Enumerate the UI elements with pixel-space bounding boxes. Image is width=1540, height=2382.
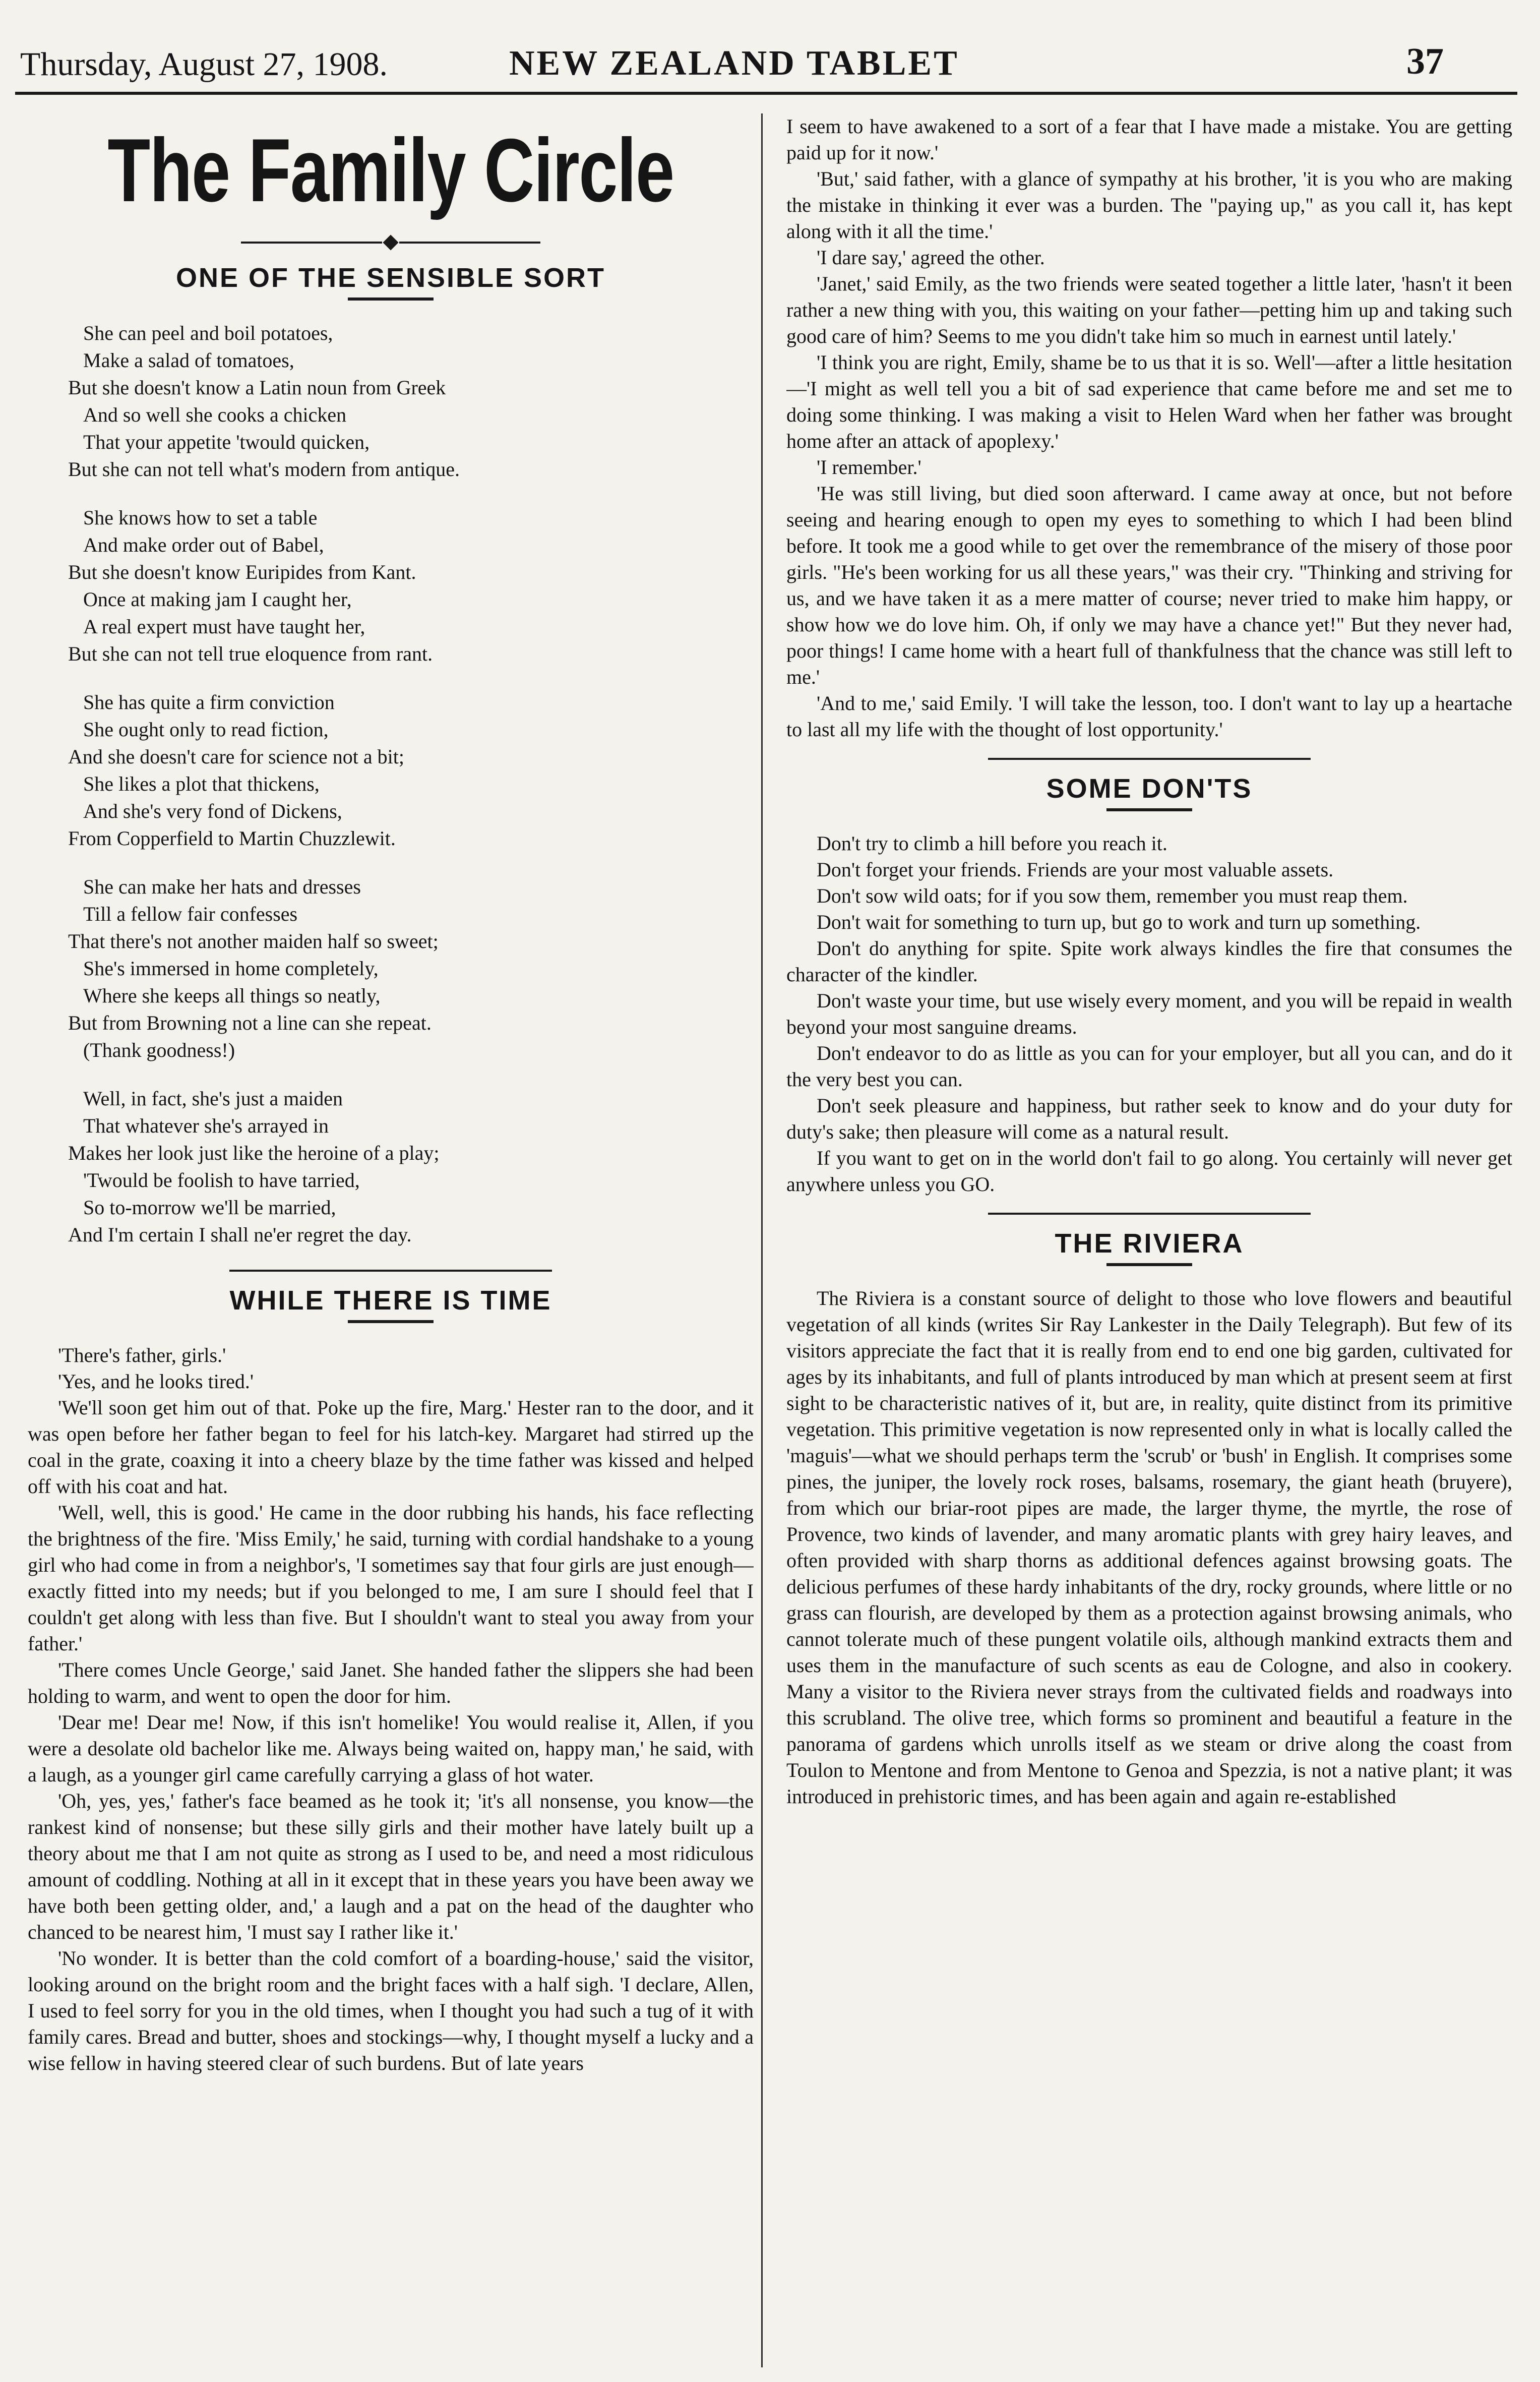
story-paragraph: 'There's father, girls.' [58,1344,226,1366]
story-paragraph: 'I dare say,' agreed the other. [817,246,1045,269]
poem-line: She likes a plot that thickens, [83,772,320,795]
poem-line: But from Browning not a line can she repeat. [68,1011,432,1034]
dont-item: Don't try to climb a hill before you reach it. [817,832,1167,855]
story-continuation [786,113,1512,743]
poem-line: She knows how to set a table [83,506,318,529]
story-paragraph: I seem to have awakened to a sort of a fear that I have made a mistake. You are getting paid up for it now.' [786,115,1512,164]
poem-line: But she doesn't know a Latin noun from Greek [68,376,446,399]
donts-heading: SOME DON'TS [1046,773,1253,804]
poem [68,320,754,1248]
poem-stanza [68,873,754,1064]
poem-line: Once at making jam I caught her, [83,588,352,611]
dont-item: Don't wait for something to turn up, but go to work and turn up something. [817,911,1421,933]
dont-item: Don't waste your time, but use wisely every moment, and you will be repaid in wealth beyond your most sanguine dreams. [786,989,1512,1038]
dont-item: Don't endeavor to do as little as you can for your employer, but all you can, and do it the very best you can. [786,1042,1512,1091]
riviera-heading: THE RIVIERA [1055,1228,1244,1259]
story-paragraph: 'Well, well, this is good.' He came in the door rubbing his hands, his face reflecting the brightness of the fire. 'Miss Emily,' he said, turning with cordial handshake to a young girl who had come in from a neighbor's, 'I sometimes say that four girls are just enough—exactly fitted into my needs; but if you belonged to me, I am sure I should feel that I couldn't get along with less than five. But I shouldn't want to steal you away from your father.' [28,1501,754,1655]
story-heading: WHILE THERE IS TIME [229,1285,552,1316]
story-paragraph: 'He was still living, but died soon afterward. I came away at once, but not before seeing and hearing enough to open my eyes to something to which I had been blind before. It took me a good while to get over the remembrance of the misery of those poor girls. "He's been working for us all these years," was their cry. "Thinking and striving for us, and we have taken it as a mere matter of course; never tried to make him happy, or show how we do love him. Oh, if only we may have a chance yet!" But they never had, poor things! I came home with a heart full of thankfulness that the chance was still left to me.' [786,482,1512,688]
masthead [0,0,1540,101]
dont-item: Don't sow wild oats; for if you sow them, remember you must reap them. [817,884,1408,907]
story-paragraph: 'I remember.' [817,456,921,479]
poem-line: Well, in fact, she's just a maiden [83,1087,343,1110]
poem-stanza [68,504,754,668]
story-paragraph: 'But,' said father, with a glance of sympathy at his brother, 'it is you who are making the mistake in thinking it ever was a burden. The "paying up," as you call it, has kept along with it all the time.' [786,167,1512,243]
poem-line: But she can not tell true eloquence from rant. [68,642,433,665]
left-column [28,113,754,2367]
poem-stanza [68,320,754,483]
heading-rule [348,1320,434,1323]
dont-item: Don't seek pleasure and happiness, but rather seek to know and do your duty for duty's sake; then pleasure will come as a natural result. [786,1094,1512,1143]
masthead-rule [15,92,1517,95]
poem-line: And so well she cooks a chicken [83,403,347,426]
right-column [786,113,1512,2367]
heading-rule [348,297,434,301]
poem-line: From Copperfield to Martin Chuzzlewit. [68,827,396,850]
heading-rule [1106,1263,1192,1266]
column-divider [761,113,763,2367]
publication-title: NEW ZEALAND TABLET [509,44,959,83]
poem-line: That your appetite 'twould quicken, [83,431,370,453]
section-title: The Family Circle [107,120,674,220]
story-paragraph: 'Janet,' said Emily, as the two friends were seated together a little later, 'hasn't it been rather a new thing with you, this waiting on your father—petting him up and taking such good care of him? Seems to me you didn't take him so much in earnest until lately.' [786,272,1512,347]
poem-line: 'Twould be foolish to have tarried, [83,1169,360,1192]
poem-line: But she doesn't know Euripides from Kant. [68,561,416,583]
poem-line: Makes her look just like the heroine of a play; [68,1142,440,1164]
story-paragraph: 'There comes Uncle George,' said Janet. She handed father the slippers she had been holding to warm, and went to open the door for him. [28,1658,754,1707]
poem-stanza [68,689,754,852]
poem-line: But she can not tell what's modern from antique. [68,458,460,481]
poem-line: That there's not another maiden half so sweet; [68,930,439,952]
donts-list [786,830,1512,1198]
riviera-paragraph: The Riviera is a constant source of delight to those who love flowers and beautiful vegetation of all kinds (writes Sir Ray Lankester in the Daily Telegraph). But few of its visitors appreciate the fact that it is really from end to end one big garden, cultivated for ages by its inhabitants, and full of plants introduced by man which at present seem at first sight to be characteristic natives of it, but are, in reality, quite distinct from its primitive vegetation. This primitive vegetation is now represented only in what is locally called the 'maguis'—what we should perhaps term the 'scrub' or 'bush' in English. It comprises some pines, the juniper, the lovely rock roses, balsams, rosemary, the giant heath (bruyere), from which our briar-root pipes are made, the larger thyme, the myrtle, the rose of Provence, two kinds of lavender, and many aromatic plants with grey hairy leaves, and often provided with sharp thorns as additional defences against browsing goats. The delicious perfumes of these hardy inhabitants of the dry, rocky grounds, where little or no grass can flourish, are developed by them as a protection against browsing animals, who cannot tolerate much of these pungent volatile oils, although mankind extracts them and uses them in the manufacture of such scents as eau de Cologne, and also in cookery. Many a visitor to the Riviera never strays from the cultivated fields and roadways into this scrubland. The olive tree, which forms so prominent and beautiful a feature in the panorama of gardens which unrolls itself as we steam or drive along the coast from Toulon to Mentone and from Mentone to Genoa and Spezzia, is not a native plant; it was introduced in prehistoric times, and has been again and again re-established [786,1287,1512,1808]
poem-heading: ONE OF THE SENSIBLE SORT [175,263,606,293]
title-ornament [28,237,754,248]
story-paragraph: 'We'll soon get him out of that. Poke up the fire, Marg.' Hester ran to the door, and it was open before her father began to feel for his latch-key. Margaret had stirred up the coal in the grate, coaxing it into a cheery blaze by the time father was kissed and helped off with his coat and hat. [28,1396,754,1498]
poem-line: Make a salad of tomatoes, [83,349,294,372]
poem-stanza [68,1085,754,1248]
story-paragraph: 'I think you are right, Emily, shame be to us that it is so. Well'—after a little hesitation—'I might as well tell you a bit of sad experience that came before me and set me to doing some thinking. I was making a visit to Helen Ward when her father was brought home after an attack of apoplexy.' [786,351,1512,452]
poem-line: She's immersed in home completely, [83,957,379,980]
story-paragraph: 'No wonder. It is better than the cold comfort of a boarding-house,' said the visitor, looking around on the bright room and the bright faces with a half sigh. 'I declare, Allen, I used to feel sorry for you in the old times, when I thought you had such a tug of it with family cares. Bread and butter, shoes and stockings—why, I thought myself a lucky and a wise fellow in having steered clear of such burdens. But of late years [28,1947,754,2074]
story-paragraph: 'Yes, and he looks tired.' [58,1370,254,1393]
poem-line: Till a fellow fair confesses [83,903,298,925]
heading-rule [1106,808,1192,811]
section-divider [988,1213,1311,1215]
poem-line: And I'm certain I shall ne'er regret the day. [68,1223,412,1246]
issue-date: Thursday, August 27, 1908. [20,46,388,83]
story-paragraph: 'Dear me! Dear me! Now, if this isn't homelike! You would realise it, Allen, if you were a desolate old bachelor like me. Always being waited on, happy man,' he said, with a laugh, as a younger girl came carefully carrying a glass of hot water. [28,1711,754,1786]
poem-line: So to-morrow we'll be married, [83,1196,336,1219]
section-divider [229,1270,552,1272]
poem-line: She can peel and boil potatoes, [83,322,333,344]
section-divider [988,758,1311,760]
poem-line: She can make her hats and dresses [83,875,361,898]
dont-item: If you want to get on in the world don't fail to go along. You certainly will never get anywhere unless you GO. [786,1147,1512,1196]
poem-line: She has quite a firm conviction [83,691,335,713]
dont-item: Don't do anything for spite. Spite work always kindles the fire that consumes the character of the kindler. [786,937,1512,986]
dont-item: Don't forget your friends. Friends are your most valuable assets. [817,858,1334,881]
story-text [28,1342,754,2076]
poem-line: (Thank goodness!) [83,1039,235,1061]
poem-line: That whatever she's arrayed in [83,1114,329,1137]
poem-line: Where she keeps all things so neatly, [83,984,381,1007]
story-paragraph: 'Oh, yes, yes,' father's face beamed as he took it; 'it's all nonsense, you know—the rankest kind of nonsense; but these silly girls and their mother have lately built up a theory about me that I am not quite as strong as I used to be, and need a most ridiculous amount of coddling. Nothing at all in it except that in these years you have been away we have both been getting older, and,' a laugh and a pat on the head of the daughter who chanced to be nearest him, 'I must say I rather like it.' [28,1790,754,1943]
poem-line: And make order out of Babel, [83,533,324,556]
story-paragraph: 'And to me,' said Emily. 'I will take the lesson, too. I don't want to lay up a heartache to last all my life with the thought of lost opportunity.' [786,692,1512,741]
poem-line: A real expert must have taught her, [83,615,365,638]
poem-line: She ought only to read fiction, [83,718,329,741]
poem-line: And she doesn't care for science not a bit; [68,745,404,768]
riviera-text [786,1285,1512,1810]
page-number: 37 [1406,41,1444,82]
poem-line: And she's very fond of Dickens, [83,800,342,822]
